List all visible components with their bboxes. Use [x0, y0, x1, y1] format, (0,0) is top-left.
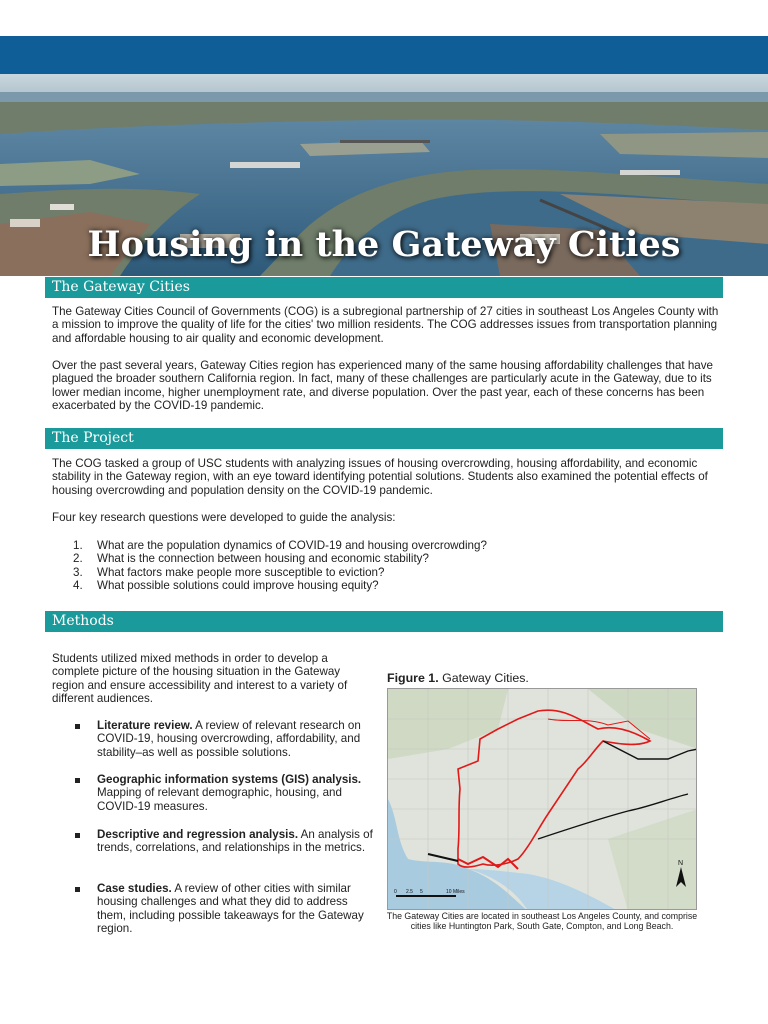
research-questions-intro: Four key research questions were developed to guide the analysis:: [52, 511, 396, 524]
project-description-paragraph: The COG tasked a group of USC students with analyzing issues of housing overcrowding, housing affordability, and economic stability in the Gateway region, with an eye toward identifying potential solutions. Students also examined the potential effects of housing overcrowding and population density on the COVID-19 pandemic.: [52, 457, 708, 497]
methods-intro-paragraph: Students utilized mixed methods in order to develop a complete picture of the housing situation in the Gateway region and ensure accessibility and interest to a variety of different audiences.: [52, 652, 348, 705]
hero-banner: [0, 74, 768, 276]
list-item: 4. What possible solutions could improve housing equity?: [73, 578, 379, 592]
section-heading-project: The Project: [45, 428, 723, 449]
bullet-square-icon: [75, 882, 97, 935]
method-bullet-regression-analysis: Descriptive and regression analysis. An analysis of trends, correlations, and relationships in the metrics.: [75, 828, 375, 855]
research-questions-list: [52, 539, 652, 592]
list-item: 2. What is the connection between housing and economic stability?: [73, 552, 429, 566]
list-item: 1. What are the population dynamics of COVID-19 and housing overcrowding?: [73, 539, 487, 552]
scale-label: 2.5: [406, 889, 413, 895]
bullet-square-icon: [75, 773, 97, 813]
page-title: Housing in the Gateway Cities: [87, 224, 681, 265]
gateway-challenges-paragraph: Over the past several years, Gateway Cities region has experienced many of the same housing affordability challenges that have plagued the broader southern California region. In fact, many of these challenges are particularly acute in the Gateway, due to its lower median income, higher unemployment rate, and diverse population. Over the past year, each of these concerns has been exacerbated by the COVID-19 pandemic.: [52, 359, 713, 412]
method-bullet-literature-review: Literature review. A review of relevant research on COVID-19, housing overcrowding, affordability, and stability–as well as possible solutions.: [75, 719, 375, 759]
scale-label: 10 Miles: [446, 889, 465, 895]
bullet-square-icon: [75, 719, 97, 759]
method-bullet-case-studies: Case studies. A review of other cities with similar housing challenges and what they did to address them, including possible takeaways for the Gateway region.: [75, 882, 375, 935]
north-label: N: [678, 860, 684, 867]
gateway-intro-paragraph: The Gateway Cities Council of Governments (COG) is a subregional partnership of 27 cities in southeast Los Angeles County with a mission to improve the quality of life for the cities' two million residents. The COG addresses issues from transportation planning and affordable housing to air quality and economic development.: [52, 305, 719, 345]
scale-label: 0: [394, 889, 397, 895]
scale-label: 5: [420, 889, 423, 895]
top-color-band: [0, 36, 768, 74]
list-item: 3. What factors make people more susceptible to eviction?: [73, 565, 385, 579]
figure-title: Figure 1. Gateway Cities.: [387, 671, 529, 685]
section-heading-methods: Methods: [45, 611, 723, 632]
method-bullet-gis-analysis: Geographic information systems (GIS) analysis. Mapping of relevant demographic, housing, and COVID-19 measures.: [75, 773, 375, 813]
section-heading-gateway-cities: The Gateway Cities: [45, 277, 723, 298]
figure-caption: The Gateway Cities are located in southeast Los Angeles County, and comprise cities like Huntington Park, South Gate, Compton, and Long Beach.: [386, 911, 698, 932]
bullet-square-icon: [75, 828, 97, 855]
map-graphic: [388, 689, 697, 910]
gateway-cities-map: [387, 688, 697, 910]
